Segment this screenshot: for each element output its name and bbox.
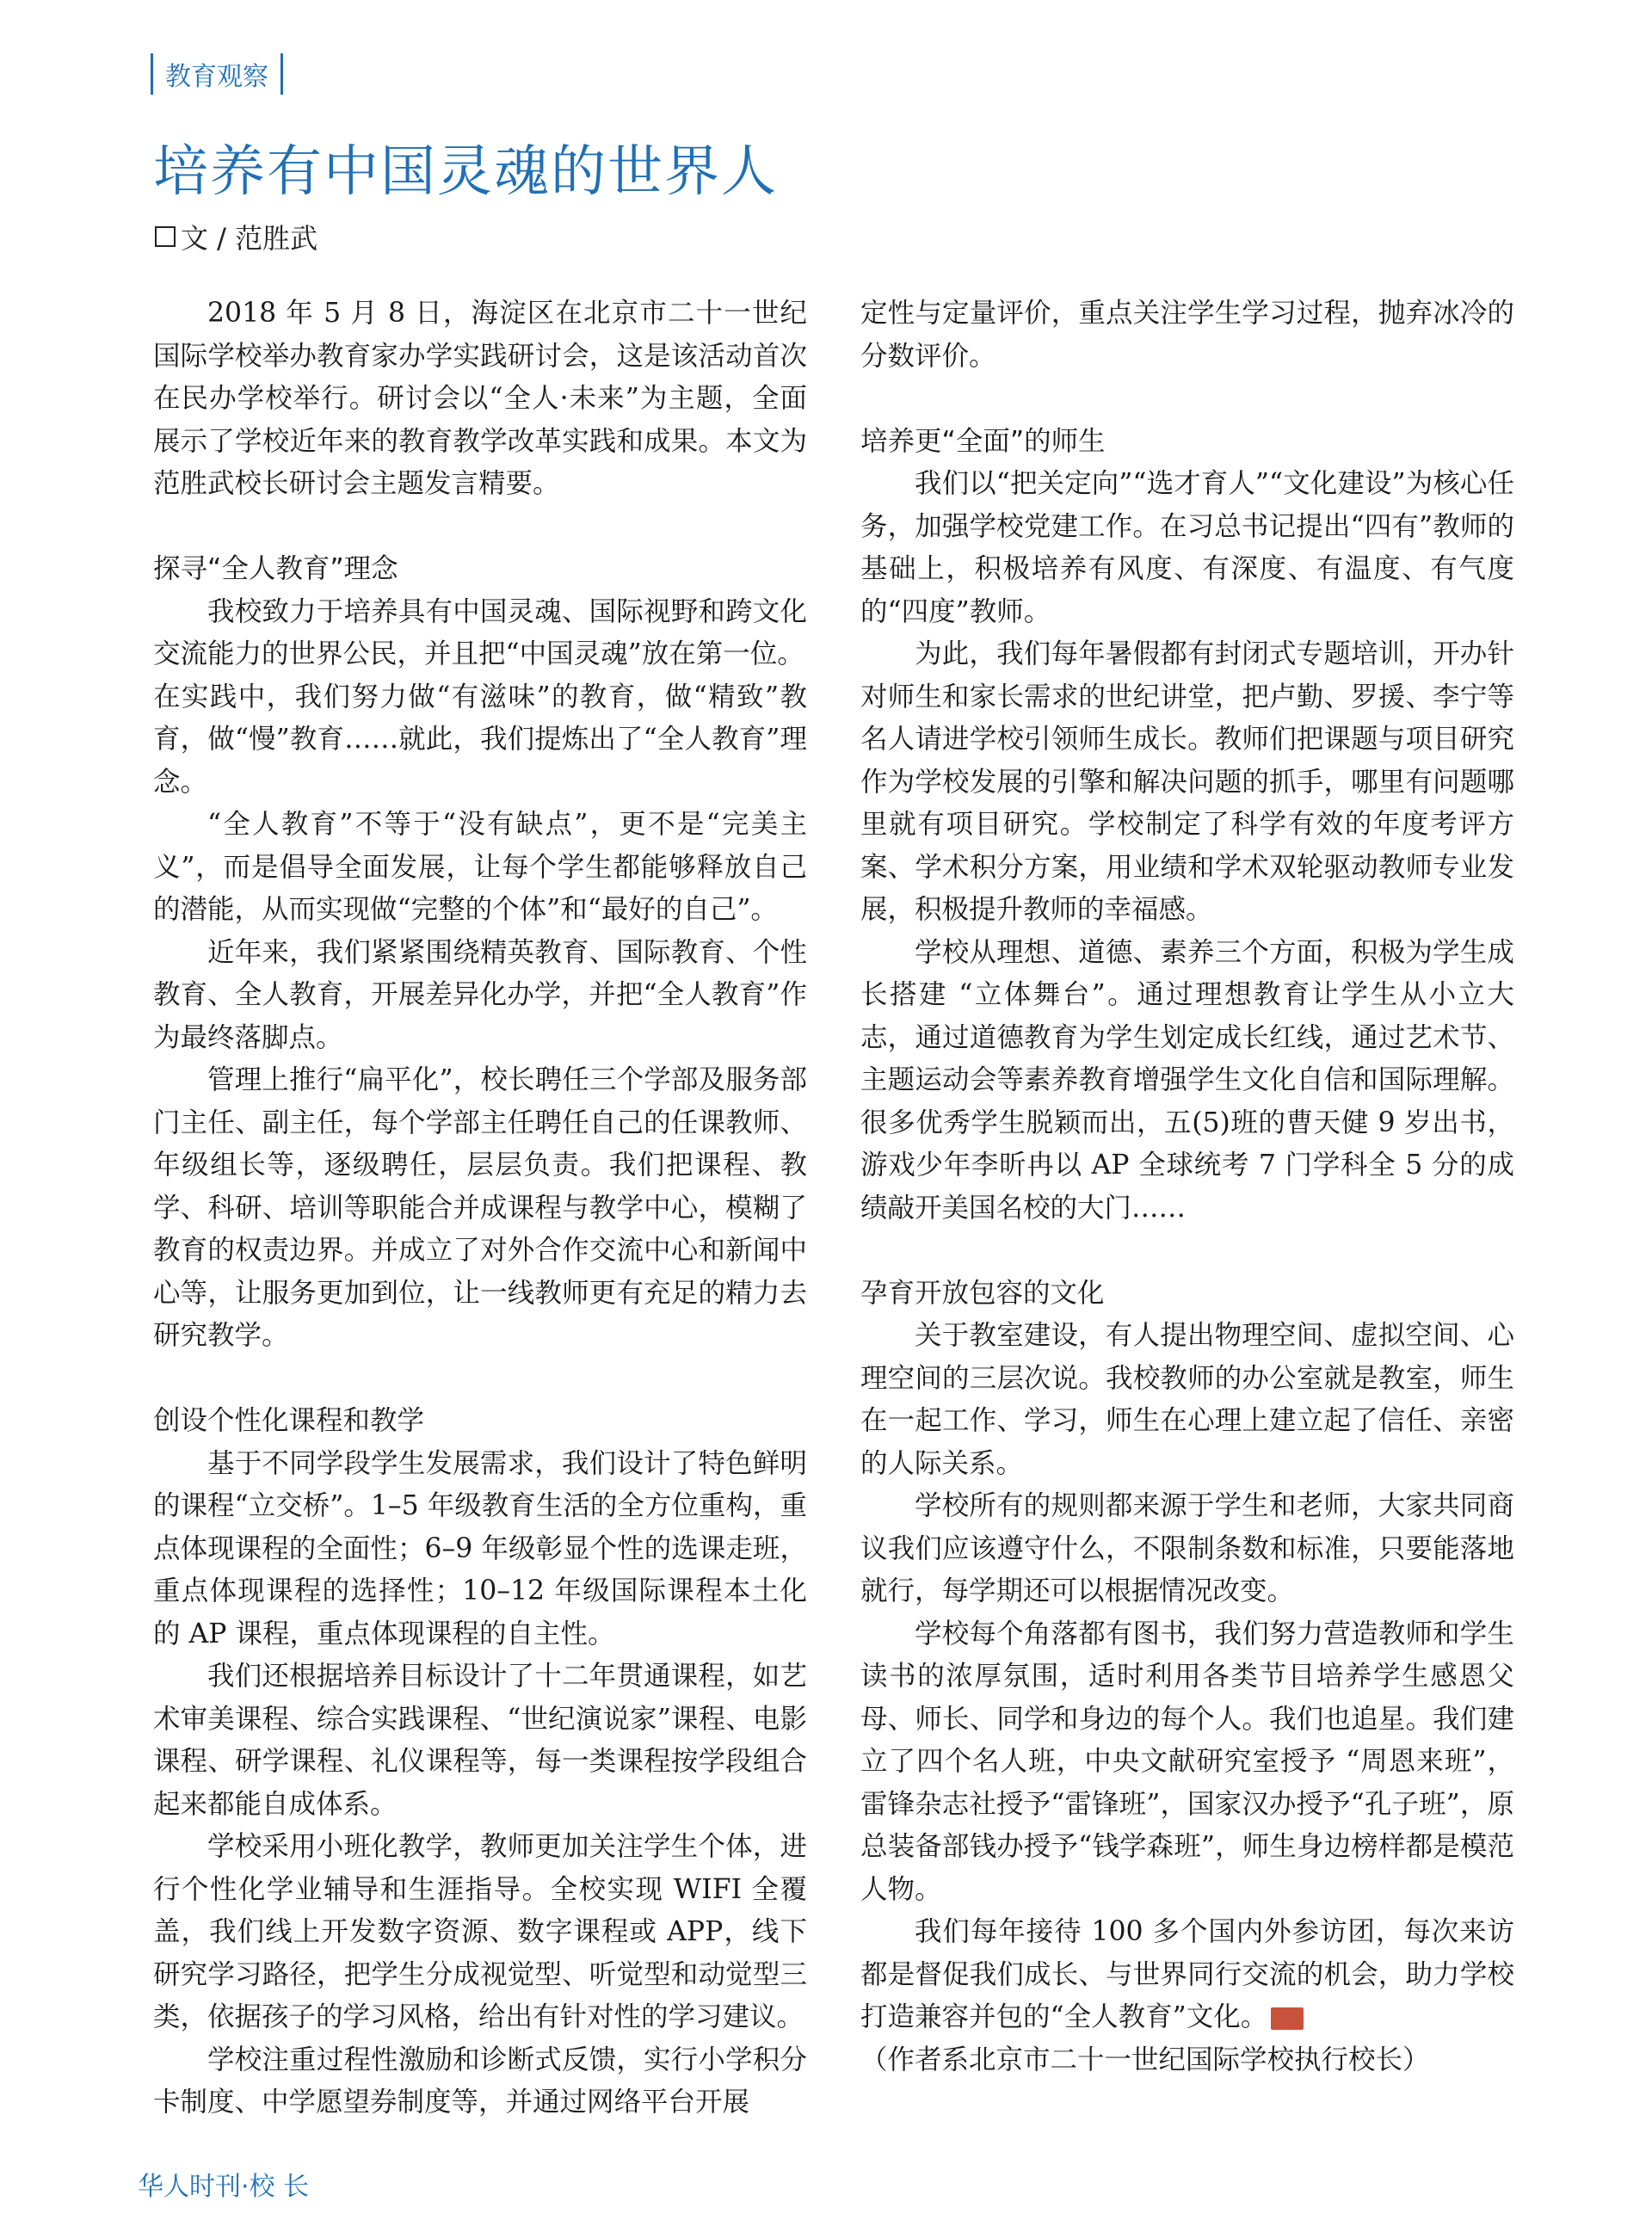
article-title: 培养有中国灵魂的世界人 <box>153 140 778 204</box>
paragraph-text: 基于不同学段学生发展需求，我们设计了特色鲜明的课程“立交桥”。1–5 年级教育生活的全方位重构，重点体现课程的全面性；6–9 年级彰显个性的选课走班，重点体现课程的选择性；10–12 年级国际课程本土化的 AP 课程，重点体现课程的自主性。 <box>153 1447 807 1649</box>
footer-publication: 华人时刊·校 长 <box>138 2172 310 2202</box>
paragraph <box>153 932 807 1060</box>
paragraph-text: 2018 年 5 月 8 日，海淀区在北京市二十一世纪国际学校举办教育家办学实践研讨会，这是该活动首次在民办学校举行。研讨会以“全人·未来”为主题，全面展示了学校近年来的教育教学改革实践和成果。本文为范胜武校长研讨会主题发言精要。 <box>153 298 807 499</box>
paragraph <box>153 591 807 676</box>
paragraph <box>860 293 1514 378</box>
paragraph <box>860 463 1514 633</box>
paragraph-text: 定性与定量评价，重点关注学生学习过程，抛弃冰冷的分数评价。 <box>860 298 1514 372</box>
paragraph <box>153 676 807 805</box>
left-column <box>153 293 807 2124</box>
paragraph-text: 学校从理想、道德、素养三个方面，积极为学生成长搭建 “立体舞台”。通过理想教育让学生从小立大志，通过道德教育为学生划定成长红线，通过艺术节、主题运动会等素养教育增强学生文化自信和国际理解。很多优秀学生脱颖而出，五(5)班的曹天健 9 岁出书，游戏少年李昕冉以 AP 全球统考 7 门学科全 5 分的成绩敲开美国名校的大门…… <box>860 936 1514 1224</box>
author-note: （作者系北京市二十一世纪国际学校执行校长） <box>860 2044 1430 2075</box>
paragraph <box>153 293 807 506</box>
paragraph <box>153 2039 807 2124</box>
paragraph <box>860 1613 1514 1912</box>
section-heading: 孕育开放包容的文化 <box>860 1277 1105 1309</box>
section-heading: 创设个性化课程和教学 <box>153 1405 425 1436</box>
paragraph-text: 学校每个角落都有图书，我们努力营造教师和学生读书的浓厚氛围，适时利用各类节目培养学生感恩父母、师长、同学和身边的每个人。我们也追星。我们建立了四个名人班，中央文献研究室授予 “周恩来班”，雷锋杂志社授予“雷锋班”，国家汉办授予“孔子班”，原总装备部钱办授予“钱学森班”，师生身边榜样都是模范人物。 <box>860 1618 1514 1905</box>
paragraph-text: 学校注重过程性激励和诊断式反馈，实行小学积分卡制度、中学愿望券制度等，并通过网络平台开展 <box>153 2044 807 2118</box>
paragraph-text: 为此，我们每年暑假都有封闭式专题培训，开办针对师生和家长需求的世纪讲堂，把卢勤、罗援、李宁等名人请进学校引领师生成长。教师们把课题与项目研究作为学校发展的引擎和解决问题的抓手，哪里有问题哪里就有项目研究。学校制定了科学有效的年度考评方案、学术积分方案，用业绩和学术双轮驱动教师专业发展，积极提升教师的幸福感。 <box>860 638 1514 925</box>
paragraph-text: 学校所有的规则都来源于学生和老师，大家共同商议我们应该遵守什么，不限制条数和标准，只要能落地就行，每学期还可以根据情况改变。 <box>860 1490 1514 1606</box>
principal-seal-icon: 校长 <box>1271 2007 1304 2030</box>
right-column <box>860 293 1514 2081</box>
paragraph <box>153 804 807 932</box>
byline <box>155 217 317 256</box>
paragraph-text: 我们还根据培养目标设计了十二年贯通课程，如艺术审美课程、综合实践课程、“世纪演说家”课程、电影课程、研学课程、礼仪课程等，每一类课程按学段组合起来都能自成体系。 <box>153 1661 807 1820</box>
section-heading: 探寻“全人教育”理念 <box>153 553 398 584</box>
section-heading: 培养更“全面”的师生 <box>860 425 1106 457</box>
paragraph <box>860 1315 1514 1485</box>
paragraph <box>860 932 1514 1230</box>
section-tag <box>151 53 283 95</box>
paragraph <box>860 1911 1514 2050</box>
paragraph-text: 我们每年接待 100 多个国内外参访团，每次来访都是督促我们成长、与世界同行交流的机会，助力学校打造兼容并包的“全人教育”文化。 <box>860 1916 1514 2032</box>
paragraph-text: 近年来，我们紧紧围绕精英教育、国际教育、个性教育、全人教育，开展差异化办学，并把“全人教育”作为最终落脚点。 <box>153 936 807 1053</box>
byline-text: 文 / 范胜武 <box>181 222 318 255</box>
paragraph-text: “全人教育”不等于“没有缺点”，更不是“完美主义”，而是倡导全面发展，让每个学生都能够释放自己的潜能，从而实现做“完整的个体”和“最好的自己”。 <box>153 809 807 925</box>
paragraph <box>153 1059 807 1358</box>
paragraph-text: 关于教室建设，有人提出物理空间、虚拟空间、心理空间的三层次说。我校教师的办公室就是教室，师生在一起工作、学习，师生在心理上建立起了信任、亲密的人际关系。 <box>860 1320 1514 1479</box>
square-icon <box>155 226 176 247</box>
paragraph-text: 管理上推行“扁平化”，校长聘任三个学部及服务部门主任、副主任，每个学部主任聘任自己的任课教师、年级组长等，逐级聘任，层层负责。我们把课程、教学、科研、培训等职能合并成课程与教学中心，模糊了教育的权责边界。并成立了对外合作交流中心和新闻中心等，让服务更加到位，让一线教师更有充足的精力去研究教学。 <box>153 1064 807 1351</box>
paragraph-text: 学校采用小班化教学，教师更加关注学生个体，进行个性化学业辅导和生涯指导。全校实现 WIFI 全覆盖，我们线上开发数字资源、数字课程或 APP，线下研究学习路径，把学生分成视觉型、听觉型和动觉型三类，依据孩子的学习风格，给出有针对性的学习建议。 <box>153 1831 807 2032</box>
paragraph-text: 我校致力于培养具有中国灵魂、国际视野和跨文化交流能力的世界公民，并且把“中国灵魂”放在第一位。 <box>153 595 807 669</box>
paragraph <box>860 1485 1514 1613</box>
paragraph <box>153 1826 807 2039</box>
section-tag-label: 教育观察 <box>165 62 268 92</box>
paragraph-text: 在实践中，我们努力做“有滋味”的教育，做“精致”教育，做“慢”教育……就此，我们提炼出了“全人教育”理念。 <box>153 681 807 798</box>
paragraph-text: 我们以“把关定向”“选才育人”“文化建设”为核心任务，加强学校党建工作。在习总书记提出“四有”教师的基础上，积极培养有风度、有深度、有温度、有气度的“四度”教师。 <box>860 468 1514 627</box>
paragraph <box>153 1656 807 1826</box>
paragraph <box>860 633 1514 932</box>
paragraph <box>153 1443 807 1656</box>
